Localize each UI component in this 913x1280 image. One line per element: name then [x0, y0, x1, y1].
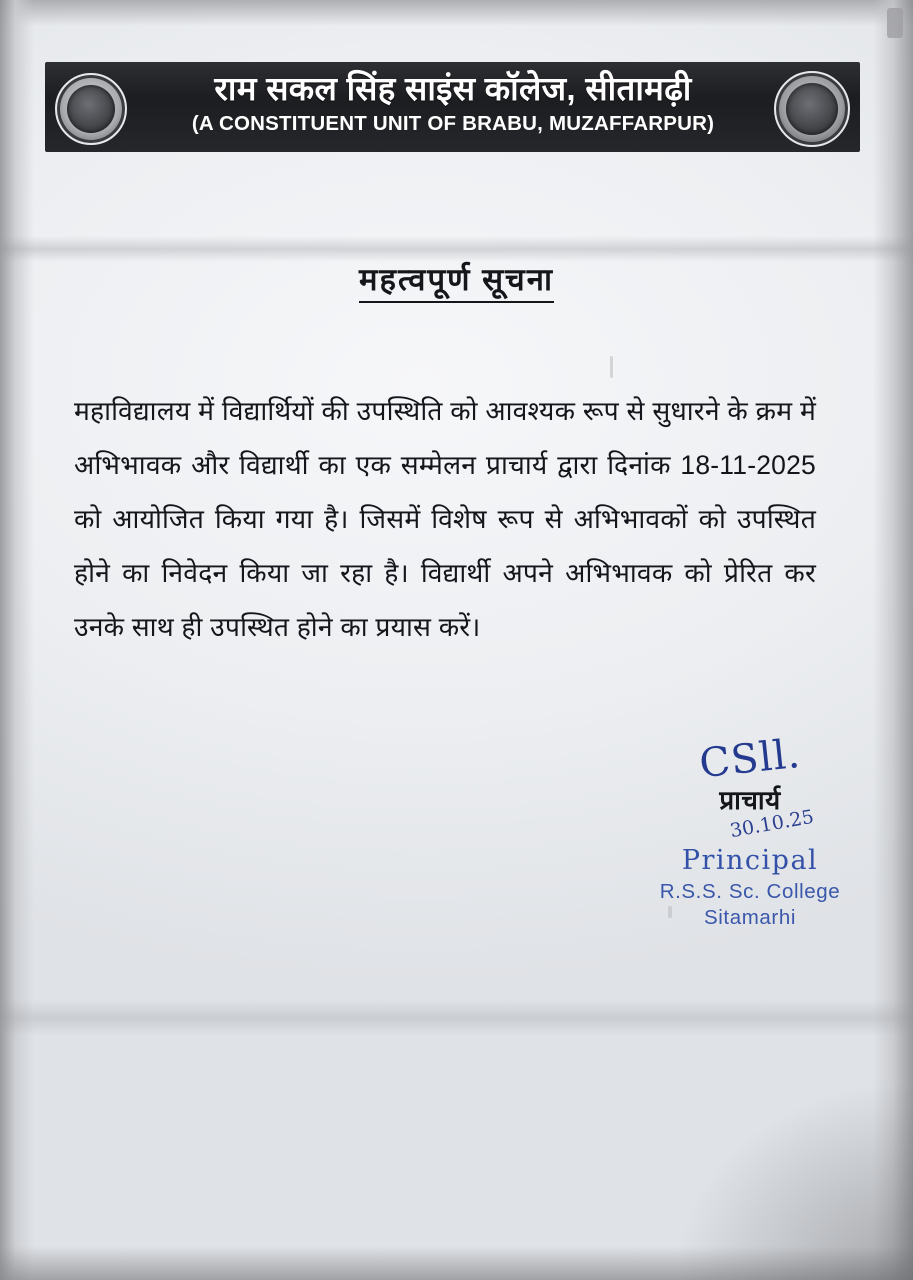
- notice-heading: [0, 258, 913, 300]
- paper-crease-lower: [0, 1000, 913, 1036]
- stamp-city-name: Sitamarhi: [704, 906, 796, 929]
- paper-shadow-corner: [673, 1080, 913, 1280]
- letterhead: [45, 62, 860, 152]
- university-seal-icon: [774, 71, 850, 147]
- signature-block: [600, 730, 900, 930]
- principal-designation-hindi: प्राचार्य: [719, 785, 781, 815]
- college-affiliation: (A CONSTITUENT UNIT OF BRABU, MUZAFFARPUR): [191, 112, 715, 135]
- handwritten-date: 30.10.25: [728, 805, 816, 843]
- paper-notch: [887, 8, 903, 38]
- paper-speck: [610, 356, 613, 378]
- notice-heading-text: महत्वपूर्ण सूचना: [359, 262, 554, 303]
- college-name: राम सकल सिंह साइंस कॉलेज, सीतामढ़ी: [214, 70, 692, 107]
- notice-body-text: महाविद्यालय में विद्यार्थियों की उपस्थिति को आवश्यक रूप से सुधारने के क्रम में अभिभावक और विद्यार्थी का एक सम्मेलन प्राचार्य द्वारा दिनांक 18-11-2025 को आयोजित किया गया है। जिसमें विशेष रूप से अभिभावकों को उपस्थित होने का निवेदन किया जा रहा है। विद्यार्थी अपने अभिभावक को प्रेरित कर उनके साथ ही उपस्थित होने का प्रयास करें।: [74, 396, 816, 642]
- paper-shading-left: [0, 0, 34, 1280]
- handwritten-signature: CSll.: [697, 730, 803, 788]
- paper-shading-right: [873, 0, 913, 1280]
- university-seal-inner: [786, 83, 838, 135]
- paper-shading-bottom: [0, 1246, 913, 1280]
- stamp-college-name: R.S.S. Sc. College: [659, 880, 841, 903]
- stamp-principal-title: Principal: [681, 845, 819, 876]
- college-seal-icon: [55, 73, 127, 145]
- paper-shading-top: [0, 0, 913, 26]
- college-seal-inner: [67, 85, 116, 134]
